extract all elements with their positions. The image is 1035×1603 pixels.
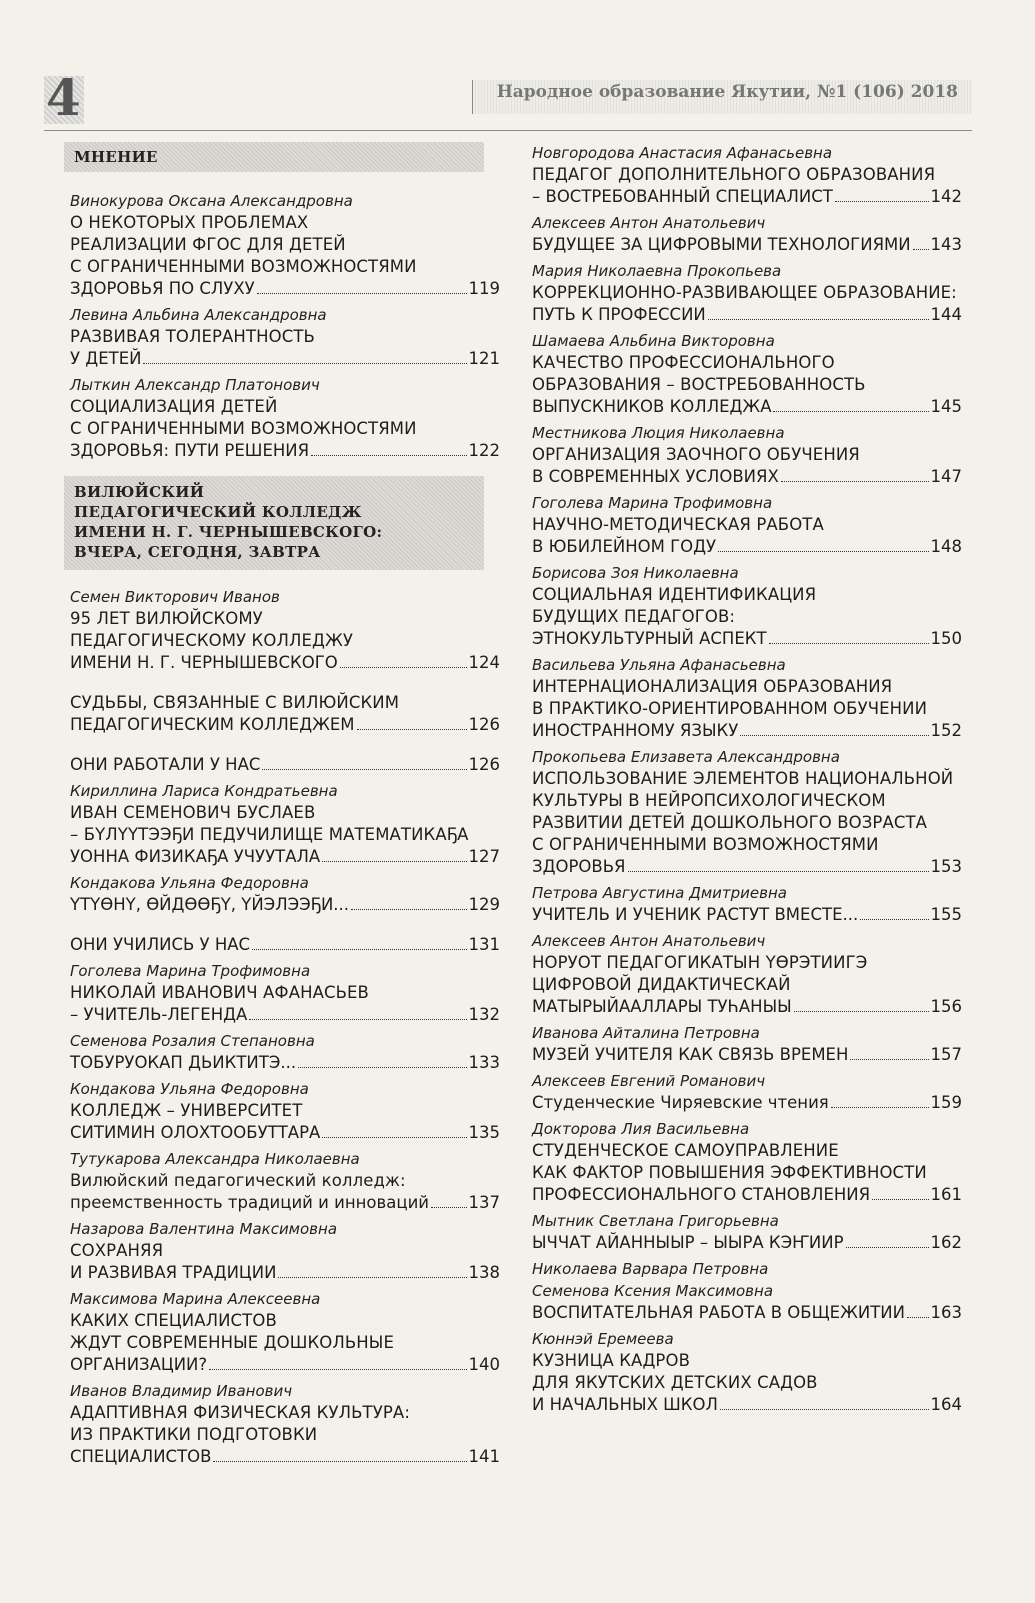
toc-title-row: [70, 754, 500, 776]
toc-title-line: О НЕКОТОРЫХ ПРОБЛЕМАХ: [70, 213, 309, 232]
toc-author: Семенова Розалия Степановна: [70, 1032, 315, 1050]
toc-entry[interactable]: [532, 930, 962, 1018]
toc-entry[interactable]: [70, 374, 500, 462]
toc-title-line: И РАЗВИВАЯ ТРАДИЦИИ: [70, 1263, 277, 1282]
dot-leader: [298, 1055, 466, 1068]
toc-entry[interactable]: [70, 586, 500, 674]
toc-title-line: С ОГРАНИЧЕННЫМИ ВОЗМОЖНОСТЯМИ: [70, 419, 417, 438]
dot-leader: [913, 237, 929, 250]
toc-title-row: [70, 652, 500, 674]
toc-entry[interactable]: [70, 872, 500, 916]
dot-leader: [860, 907, 928, 920]
toc-title-line: С ОГРАНИЧЕННЫМИ ВОЗМОЖНОСТЯМИ: [532, 835, 879, 854]
toc-author: Петрова Августина Дмитриевна: [532, 884, 787, 902]
toc-title-row: [70, 846, 500, 868]
dot-leader: [769, 631, 929, 644]
toc-entry[interactable]: [70, 934, 500, 956]
toc-title-line: УЧИТЕЛЬ И УЧЕНИК РАСТУТ ВМЕСТЕ...: [532, 905, 859, 924]
toc-author: Алексеев Антон Анатольевич: [532, 932, 766, 950]
toc-title-line: СТУДЕНЧЕСКОЕ САМОУПРАВЛЕНИЕ: [532, 1141, 839, 1160]
toc-author: Алексеев Антон Анатольевич: [532, 214, 766, 232]
toc-title-line: В ПРАКТИКО-ОРИЕНТИРОВАННОМ ОБУЧЕНИИ: [532, 699, 928, 718]
toc-title-row: [70, 278, 500, 300]
toc-title-line: ОНИ РАБОТАЛИ У НАС: [70, 755, 261, 774]
toc-page-number: 127: [468, 847, 500, 866]
toc-entry[interactable]: [532, 1210, 962, 1254]
dot-leader: [628, 859, 929, 872]
dot-leader: [708, 307, 929, 320]
toc-title-line: ПРОФЕССИОНАЛЬНОГО СТАНОВЛЕНИЯ: [532, 1185, 871, 1204]
toc-entry[interactable]: [70, 960, 500, 1026]
toc-author: Левина Альбина Александровна: [70, 306, 327, 324]
toc-page-number: 150: [930, 629, 962, 648]
toc-title-line: ВОСПИТАТЕЛЬНАЯ РАБОТА В ОБЩЕЖИТИИ: [532, 1303, 905, 1322]
toc-entry[interactable]: [532, 1022, 962, 1066]
toc-title-line: ИЗ ПРАКТИКИ ПОДГОТОВКИ: [70, 1425, 318, 1444]
toc-title-line: ЦИФРОВОЙ ДИДАКТИЧЕСКАЙ: [532, 975, 791, 994]
toc-left-column: [70, 142, 500, 1472]
toc-page-number: 131: [468, 935, 500, 954]
toc-title-row: [70, 934, 500, 956]
dot-leader: [740, 723, 928, 736]
toc-title-row: [532, 466, 962, 488]
toc-entry[interactable]: [70, 304, 500, 370]
toc-title-row: [532, 904, 962, 926]
toc-title-line: ИМЕНИ Н. Г. ЧЕРНЫШЕВСКОГО: [70, 653, 338, 672]
toc-title-line: Студенческие Чиряевские чтения: [532, 1093, 829, 1112]
toc-entry[interactable]: [532, 1258, 962, 1324]
dot-leader: [143, 351, 466, 364]
toc-title-line: ПЕДАГОГ ДОПОЛНИТЕЛЬНОГО ОБРАЗОВАНИЯ: [532, 165, 936, 184]
toc-title-line: РАЗВИВАЯ ТОЛЕРАНТНОСТЬ: [70, 327, 315, 346]
toc-title-line: И НАЧАЛЬНЫХ ШКОЛ: [532, 1395, 718, 1414]
toc-title-line: КОЛЛЕДЖ – УНИВЕРСИТЕТ: [70, 1101, 303, 1120]
toc-author: Местникова Люция Николаевна: [532, 424, 785, 442]
toc-entry[interactable]: [532, 1118, 962, 1206]
toc-title-line: МАТЫРЫЙААЛЛАРЫ ТУҺАНЫЫ: [532, 997, 792, 1016]
toc-right-column: [532, 142, 962, 1420]
toc-page-number: 164: [930, 1395, 962, 1414]
toc-title-row: [70, 894, 500, 916]
toc-title-row: [532, 720, 962, 742]
toc-author: Кондакова Ульяна Федоровна: [70, 1080, 309, 1098]
toc-entry[interactable]: [532, 1328, 962, 1416]
dot-leader: [357, 717, 467, 730]
toc-title-line: СОЦИАЛИЗАЦИЯ ДЕТЕЙ: [70, 397, 278, 416]
toc-page-number: 122: [468, 441, 500, 460]
toc-title-line: В СОВРЕМЕННЫХ УСЛОВИЯХ: [532, 467, 779, 486]
toc-entry[interactable]: [532, 654, 962, 742]
toc-title-line: ПЕДАГОГИЧЕСКОМУ КОЛЛЕДЖУ: [70, 631, 354, 650]
toc-title-line: ДЛЯ ЯКУТСКИХ ДЕТСКИХ САДОВ: [532, 1373, 818, 1392]
dot-leader: [257, 281, 467, 294]
toc-title-line: ИНТЕРНАЦИОНАЛИЗАЦИЯ ОБРАЗОВАНИЯ: [532, 677, 893, 696]
toc-entry[interactable]: [532, 492, 962, 558]
toc-title-row: [70, 440, 500, 462]
toc-title-row: [70, 1446, 500, 1468]
dot-leader: [278, 1265, 466, 1278]
toc-title-row: [70, 348, 500, 370]
dot-leader: [262, 757, 466, 770]
toc-entry[interactable]: [70, 1030, 500, 1074]
toc-title-line: – ВОСТРЕБОВАННЫЙ СПЕЦИАЛИСТ: [532, 187, 833, 206]
toc-title-row: [532, 536, 962, 558]
dot-leader: [781, 469, 929, 482]
toc-author: Иванова Айталина Петровна: [532, 1024, 760, 1042]
toc-page-number: 145: [930, 397, 962, 416]
toc-title-line: В ЮБИЛЕЙНОМ ГОДУ: [532, 537, 717, 556]
toc-title-line: МУЗЕЙ УЧИТЕЛЯ КАК СВЯЗЬ ВРЕМЕН: [532, 1045, 849, 1064]
toc-page-number: 132: [468, 1005, 500, 1024]
toc-title-row: [532, 396, 962, 418]
toc-title-line: СОЦИАЛЬНАЯ ИДЕНТИФИКАЦИЯ: [532, 585, 817, 604]
toc-author: Кириллина Лариса Кондратьевна: [70, 782, 338, 800]
toc-page-number: 153: [930, 857, 962, 876]
toc-title-row: [70, 1004, 500, 1026]
toc-author: Докторова Лия Васильевна: [532, 1120, 750, 1138]
toc-entry[interactable]: [532, 1070, 962, 1114]
toc-page-number: 147: [930, 467, 962, 486]
toc-title-line: СУДЬБЫ, СВЯЗАННЫЕ С ВИЛЮЙСКИМ: [70, 693, 400, 712]
toc-title-line: 95 ЛЕТ ВИЛЮЙСКОМУ: [70, 609, 263, 628]
toc-title-line: Вилюйский педагогический колледж:: [70, 1171, 406, 1190]
dot-leader: [351, 897, 466, 910]
toc-title-line: СОХРАНЯЯ: [70, 1241, 164, 1260]
toc-title-line: КАКИХ СПЕЦИАЛИСТОВ: [70, 1311, 277, 1330]
toc-author: Прокопьева Елизавета Александровна: [532, 748, 840, 766]
section-banner-line: ПЕДАГОГИЧЕСКИЙ КОЛЛЕДЖ: [74, 503, 362, 521]
toc-title-row: [532, 1044, 962, 1066]
toc-entry[interactable]: [70, 1148, 500, 1214]
dot-leader: [718, 539, 928, 552]
toc-title-line: ЭТНОКУЛЬТУРНЫЙ АСПЕКТ: [532, 629, 767, 648]
toc-title-line: КАЧЕСТВО ПРОФЕССИОНАЛЬНОГО: [532, 353, 835, 372]
toc-title-row: [70, 1052, 500, 1074]
toc-entry[interactable]: [70, 692, 500, 736]
toc-entry[interactable]: [70, 190, 500, 300]
toc-title-line: ЖДУТ СОВРЕМЕННЫЕ ДОШКОЛЬНЫЕ: [70, 1333, 394, 1352]
section-banner-line: ИМЕНИ Н. Г. ЧЕРНЫШЕВСКОГО:: [74, 523, 383, 541]
toc-page-number: 119: [468, 279, 500, 298]
toc-title-line: КАК ФАКТОР ПОВЫШЕНИЯ ЭФФЕКТИВНОСТИ: [532, 1163, 927, 1182]
dot-leader: [850, 1047, 928, 1060]
dot-leader: [831, 1095, 929, 1108]
toc-page-number: 142: [930, 187, 962, 206]
toc-page-number: 121: [468, 349, 500, 368]
toc-title-row: [532, 1092, 962, 1114]
toc-title-row: [532, 234, 962, 256]
toc-title-line: СПЕЦИАЛИСТОВ: [70, 1447, 212, 1466]
section-banner-line: ВЧЕРА, СЕГОДНЯ, ЗАВТРА: [74, 543, 321, 561]
toc-entry[interactable]: [532, 746, 962, 878]
toc-page-number: 141: [468, 1447, 500, 1466]
toc-title-line: ИВАН СЕМЕНОВИЧ БУСЛАЕВ: [70, 803, 316, 822]
toc-page-number: 143: [930, 235, 962, 254]
toc-page-number: 135: [468, 1123, 500, 1142]
toc-title-line: НИКОЛАЙ ИВАНОВИЧ АФАНАСЬЕВ: [70, 983, 369, 1002]
page-number: 4: [46, 68, 82, 127]
toc-author: Кондакова Ульяна Федоровна: [70, 874, 309, 892]
toc-author: Гоголева Марина Трофимовна: [70, 962, 311, 980]
toc-page-number: 140: [468, 1355, 500, 1374]
dot-leader: [431, 1195, 466, 1208]
toc-page-number: 148: [930, 537, 962, 556]
toc-title-line: ЗДОРОВЬЯ ПО СЛУХУ: [70, 279, 255, 298]
toc-title-line: КУЛЬТУРЫ В НЕЙРОПСИХОЛОГИЧЕСКОМ: [532, 791, 886, 810]
toc-title-row: [532, 1394, 962, 1416]
toc-page-number: 157: [930, 1045, 962, 1064]
toc-entry[interactable]: [70, 1218, 500, 1284]
toc-entry[interactable]: [532, 212, 962, 256]
dot-leader: [794, 999, 929, 1012]
toc-author: Мария Николаевна Прокопьева: [532, 262, 782, 280]
header-rule: [44, 130, 972, 131]
toc-title-line: БУДУЩИХ ПЕДАГОГОВ:: [532, 607, 736, 626]
toc-author: Васильева Ульяна Афанасьевна: [532, 656, 786, 674]
toc-author: Кюннэй Еремеева: [532, 1330, 674, 1348]
toc-author: Винокурова Оксана Александровна: [70, 192, 353, 210]
dot-leader: [720, 1397, 929, 1410]
toc-title-row: [532, 856, 962, 878]
toc-entry[interactable]: [532, 142, 962, 208]
toc-page-number: 129: [468, 895, 500, 914]
toc-title-row: [532, 1232, 962, 1254]
toc-entry[interactable]: [70, 1288, 500, 1376]
toc-entry[interactable]: [532, 260, 962, 326]
toc-title-line: – БҮЛҮҮТЭЭҔИ ПЕДУЧИЛИЩЕ МАТЕМАТИКАҔА: [70, 825, 469, 844]
dot-leader: [907, 1305, 929, 1318]
toc-title-line: РЕАЛИЗАЦИИ ФГОС ДЛЯ ДЕТЕЙ: [70, 235, 346, 254]
toc-author: Новгородова Анастасия Афанасьевна: [532, 144, 833, 162]
toc-page-number: 163: [930, 1303, 962, 1322]
toc-title-line: ОРГАНИЗАЦИИ?: [70, 1355, 208, 1374]
toc-author: Семенова Ксения Максимовна: [532, 1282, 774, 1300]
dot-leader: [846, 1235, 929, 1248]
toc-page-number: 124: [468, 653, 500, 672]
toc-author: Мытник Светлана Григорьевна: [532, 1212, 779, 1230]
toc-title-line: ТОБУРУОКАП ДЬИКТИТЭ...: [70, 1053, 297, 1072]
toc-title-line: ЗДОРОВЬЯ: [532, 857, 626, 876]
dot-leader: [311, 443, 466, 456]
toc-entry[interactable]: [532, 882, 962, 926]
dot-leader: [322, 1125, 466, 1138]
toc-entry[interactable]: [532, 562, 962, 650]
toc-author: Семен Викторович Иванов: [70, 588, 280, 606]
toc-title-row: [70, 1262, 500, 1284]
toc-title-line: СИТИМИН ОЛОХТООБУТТАРА: [70, 1123, 321, 1142]
toc-author: Максимова Марина Алексеевна: [70, 1290, 321, 1308]
toc-title-line: АДАПТИВНАЯ ФИЗИЧЕСКАЯ КУЛЬТУРА:: [70, 1403, 410, 1422]
toc-author: Назарова Валентина Максимовна: [70, 1220, 338, 1238]
toc-title-row: [532, 1184, 962, 1206]
toc-title-line: ОНИ УЧИЛИСЬ У НАС: [70, 935, 251, 954]
section-banner: [64, 142, 484, 172]
dot-leader: [835, 189, 929, 202]
toc-author: Алексеев Евгений Романович: [532, 1072, 766, 1090]
toc-page-number: 152: [930, 721, 962, 740]
toc-entry[interactable]: [70, 780, 500, 868]
dot-leader: [209, 1357, 466, 1370]
toc-title-row: [70, 714, 500, 736]
toc-title-line: ЫЧЧАТ АЙАННЫЫР – ЫЫРА КЭҤИИР: [532, 1233, 844, 1252]
toc-title-line: ИСПОЛЬЗОВАНИЕ ЭЛЕМЕНТОВ НАЦИОНАЛЬНОЙ: [532, 769, 954, 788]
toc-title-line: – УЧИТЕЛЬ-ЛЕГЕНДА: [70, 1005, 248, 1024]
toc-title-line: УОННА ФИЗИКАҔА УЧУУТАЛА: [70, 847, 321, 866]
toc-page-number: 126: [468, 755, 500, 774]
toc-title-line: ҮТҮӨНҮ, ӨЙДӨӨҔҮ, ҮЙЭЛЭЭҔИ...: [70, 895, 350, 914]
toc-page-number: 159: [930, 1093, 962, 1112]
toc-page-number: 162: [930, 1233, 962, 1252]
toc-page-number: 144: [930, 305, 962, 324]
toc-title-row: [532, 628, 962, 650]
toc-page-number: 138: [468, 1263, 500, 1282]
toc-author: Борисова Зоя Николаевна: [532, 564, 739, 582]
toc-title-line: КОРРЕКЦИОННО-РАЗВИВАЮЩЕЕ ОБРАЗОВАНИЕ:: [532, 283, 957, 302]
toc-author: Николаева Варвара Петровна: [532, 1260, 769, 1278]
toc-title-row: [532, 1302, 962, 1324]
toc-title-line: НОРУОТ ПЕДАГОГИКАТЫН ҮӨРЭТИИГЭ: [532, 953, 868, 972]
dot-leader: [213, 1449, 466, 1462]
toc-author: Лыткин Александр Платонович: [70, 376, 320, 394]
toc-page-number: 137: [468, 1193, 500, 1212]
toc-title-row: [70, 1192, 500, 1214]
toc-title-line: преемственность традиций и инноваций: [70, 1193, 430, 1212]
toc-title-row: [70, 1354, 500, 1376]
toc-title-line: ОРГАНИЗАЦИЯ ЗАОЧНОГО ОБУЧЕНИЯ: [532, 445, 860, 464]
toc-title-line: ВЫПУСКНИКОВ КОЛЛЕДЖА: [532, 397, 772, 416]
toc-author: Гоголева Марина Трофимовна: [532, 494, 773, 512]
dot-leader: [872, 1187, 928, 1200]
toc-title-row: [532, 186, 962, 208]
toc-page-number: 161: [930, 1185, 962, 1204]
journal-title: Народное образование Якутии, №1 (106) 2018: [472, 80, 972, 114]
toc-page-number: 126: [468, 715, 500, 734]
dot-leader: [322, 849, 466, 862]
toc-page-number: 155: [930, 905, 962, 924]
dot-leader: [340, 655, 467, 668]
toc-author: Шамаева Альбина Викторовна: [532, 332, 775, 350]
section-banner-line: ВИЛЮЙСКИЙ: [74, 483, 205, 501]
toc-title-line: РАЗВИТИИ ДЕТЕЙ ДОШКОЛЬНОГО ВОЗРАСТА: [532, 813, 928, 832]
toc-entry[interactable]: [70, 1078, 500, 1144]
toc-entry[interactable]: [532, 422, 962, 488]
section-banner: [64, 476, 484, 570]
toc-title-row: [532, 996, 962, 1018]
toc-page-number: 133: [468, 1053, 500, 1072]
toc-title-line: БУДУЩЕЕ ЗА ЦИФРОВЫМИ ТЕХНОЛОГИЯМИ: [532, 235, 911, 254]
toc-entry[interactable]: [70, 1380, 500, 1468]
toc-author: Тутукарова Александра Николаевна: [70, 1150, 360, 1168]
toc-title-line: С ОГРАНИЧЕННЫМИ ВОЗМОЖНОСТЯМИ: [70, 257, 417, 276]
toc-title-row: [70, 1122, 500, 1144]
dot-leader: [249, 1007, 466, 1020]
toc-entry[interactable]: [532, 330, 962, 418]
toc-title-line: НАУЧНО-МЕТОДИЧЕСКАЯ РАБОТА: [532, 515, 824, 534]
section-banner-line: МНЕНИЕ: [74, 148, 158, 166]
toc-title-line: ПУТЬ К ПРОФЕССИИ: [532, 305, 706, 324]
toc-title-line: ОБРАЗОВАНИЯ – ВОСТРЕБОВАННОСТЬ: [532, 375, 866, 394]
toc-author: Иванов Владимир Иванович: [70, 1382, 293, 1400]
toc-page-number: 156: [930, 997, 962, 1016]
toc-title-line: ЗДОРОВЬЯ: ПУТИ РЕШЕНИЯ: [70, 441, 310, 460]
toc-title-line: ИНОСТРАННОМУ ЯЗЫКУ: [532, 721, 739, 740]
toc-entry[interactable]: [70, 754, 500, 776]
toc-title-line: ПЕДАГОГИЧЕСКИМ КОЛЛЕДЖЕМ: [70, 715, 355, 734]
dot-leader: [773, 399, 928, 412]
dot-leader: [252, 937, 466, 950]
toc-title-row: [532, 304, 962, 326]
toc-title-line: У ДЕТЕЙ: [70, 349, 142, 368]
toc-title-line: КУЗНИЦА КАДРОВ: [532, 1351, 690, 1370]
